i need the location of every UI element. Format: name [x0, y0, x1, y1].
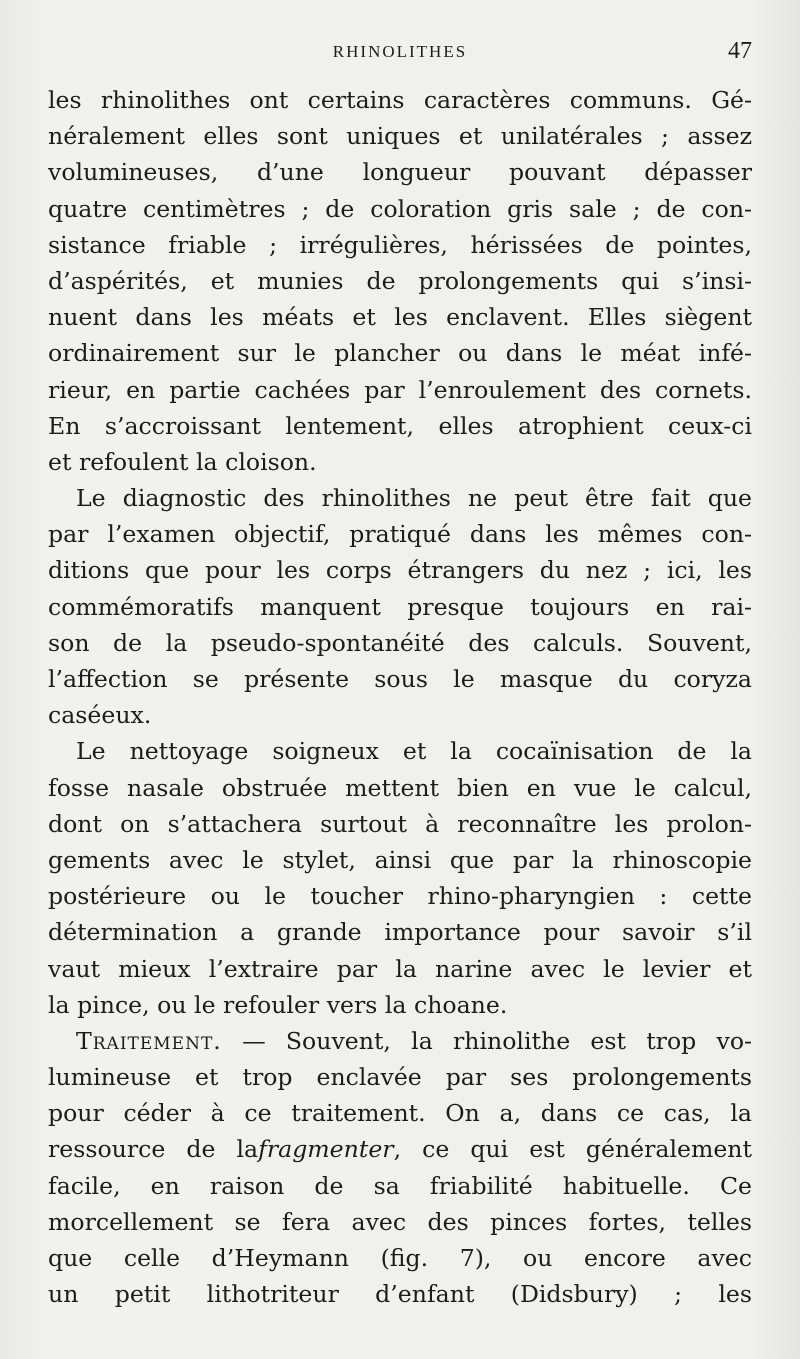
text-fragment: — Souvent, la rhinolithe est trop vo-	[242, 1026, 752, 1055]
text-fragment: , ce qui est généralement	[393, 1135, 752, 1164]
text-line: et refoulent la cloison.	[48, 447, 317, 476]
text-line: ditions que pour les corps étrangers du nez ; ici, les	[48, 556, 752, 585]
text-line: son de la pseudo-spontanéité des calculs. Souvent,	[48, 628, 752, 657]
page-number: 47	[728, 38, 752, 64]
running-title: RHINOLITHES	[332, 42, 468, 61]
text-line: Le diagnostic des rhinolithes ne peut être fait que	[76, 484, 752, 513]
text-line: ordinairement sur le plancher ou dans le méat infé-	[48, 339, 752, 368]
text-line: quatre centimètres ; de coloration gris sale ; de con-	[48, 194, 752, 223]
text-line: caséeux.	[48, 701, 152, 730]
text-line: pour céder à ce traitement. On a, dans ce cas, la	[48, 1099, 752, 1128]
text-line: l’affection se présente sous le masque du coryza	[48, 665, 752, 693]
text-line: fosse nasale obstruée mettent bien en vue le calcul,	[48, 773, 752, 802]
text-line: dont on s’attachera surtout à reconnaître les prolon-	[48, 809, 752, 838]
body-text	[48, 82, 752, 1312]
text-line: la pince, ou le refouler vers la choane.	[48, 990, 508, 1019]
text-line: morcellement se fera avec des pinces fortes, telles	[48, 1207, 752, 1236]
text-line: Le nettoyage soigneux et la cocaïnisation de la	[76, 737, 752, 766]
text-line: les rhinolithes ont certains caractères communs. Gé-	[48, 86, 752, 114]
section-heading: Traitement.	[76, 1026, 222, 1055]
text-line: volumineuses, d’une longueur pouvant dépasser	[48, 158, 752, 187]
page-header	[48, 38, 752, 68]
text-line: par l’examen objectif, pratiqué dans les mêmes con-	[48, 520, 752, 549]
text-line: d’aspérités, et munies de prolongements qui s’insi-	[48, 266, 752, 295]
text-line: nuent dans les méats et les enclavent. Elles siègent	[48, 303, 752, 332]
text-fragment: ressource de la	[48, 1135, 259, 1164]
text-line: commémoratifs manquent presque toujours en rai-	[48, 592, 752, 621]
text-line: que celle d’Heymann (fig. 7), ou encore avec	[48, 1244, 752, 1272]
text-line	[48, 1023, 752, 1059]
text-line: néralement elles sont uniques et unilatérales ; assez	[48, 122, 752, 151]
text-line: En s’accroissant lentement, elles atrophient ceux-ci	[48, 411, 752, 440]
text-line: postérieure ou le toucher rhino-pharyngien : cette	[48, 882, 752, 911]
text-line: facile, en raison de sa friabilité habituelle. Ce	[48, 1171, 752, 1200]
text-line: vaut mieux l’extraire par la narine avec le levier et	[48, 954, 752, 983]
text-line	[48, 1131, 752, 1167]
text-line: lumineuse et trop enclavée par ses prolongements	[48, 1063, 752, 1092]
emphasized-word: fragmenter	[258, 1135, 394, 1164]
text-line: détermination a grande importance pour savoir s’il	[48, 918, 752, 947]
text-line: gements avec le stylet, ainsi que par la rhinoscopie	[48, 845, 752, 874]
text-line: sistance friable ; irrégulières, hérissées de pointes,	[48, 230, 752, 259]
text-line: un petit lithotriteur d’enfant (Didsbury) ; les	[48, 1280, 752, 1309]
text-line: rieur, en partie cachées par l’enroulement des cornets.	[48, 375, 752, 404]
